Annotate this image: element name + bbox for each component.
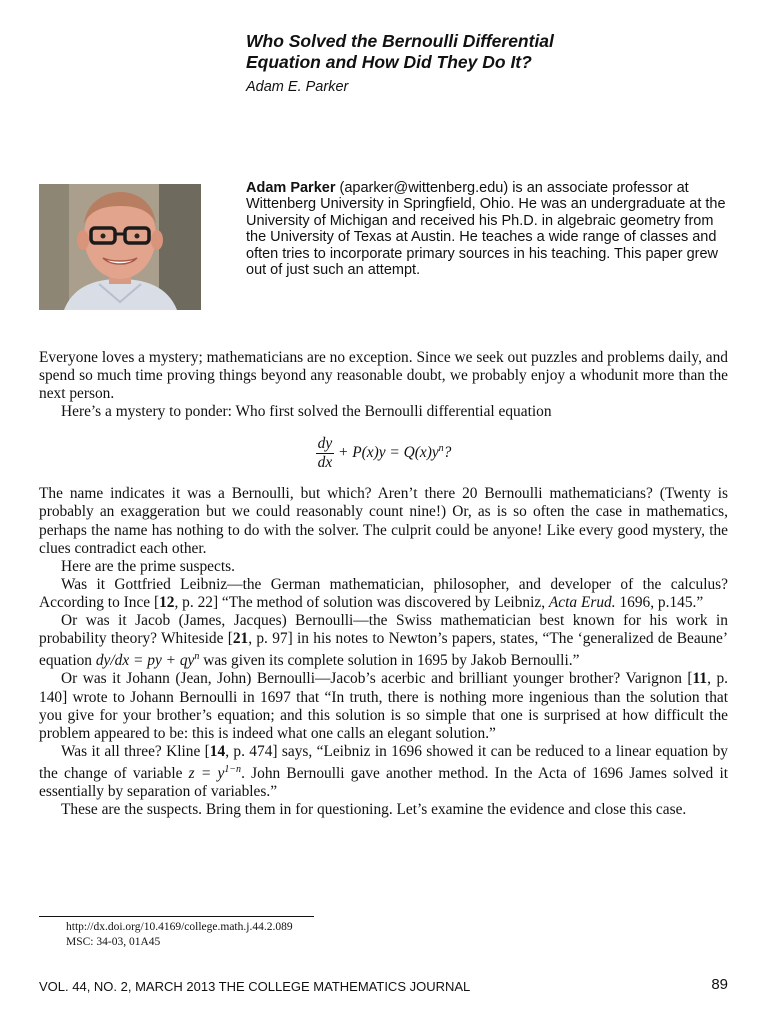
footnotes [66, 920, 293, 949]
equation-end: ? [443, 444, 452, 462]
p8-inline-equation: z = y [188, 765, 225, 783]
footnote-doi[interactable]: http://dx.doi.org/10.4169/college.math.j.44.2.089 [66, 921, 293, 933]
page-footer [39, 976, 728, 994]
bio-name: Adam Parker [246, 180, 336, 196]
p6-inline-equation: dy/dx = py + qy [95, 652, 195, 670]
p8-exponent: 1−n [224, 763, 242, 775]
p8-text-c: . John Bernoulli gave another method. In the Acta of 1696 James solved it essentially by separation of variables.” [39, 765, 728, 801]
paragraph-4: Here are the prime suspects. [61, 557, 235, 575]
paragraph-9: These are the suspects. Bring them in for questioning. Let’s examine the evidence and close this case. [61, 801, 687, 819]
paragraph-6 [39, 612, 728, 670]
p5-text-a: Was it Gottfried Leibniz—the German mathematician, philosopher, and developer of the calculus? According to Ince [ [39, 575, 728, 611]
paragraph-7 [39, 670, 728, 742]
paragraph-2: Here’s a mystery to ponder: Who first solved the Bernoulli differential equation [61, 403, 552, 421]
citation-ref-12: 12 [159, 593, 175, 611]
citation-ref-14: 14 [209, 742, 226, 760]
equation-denominator: dx [317, 454, 333, 472]
p7-text-b: , p. 140] wrote to Johann Bernoulli in 1697 that “In truth, there is nothing more ingenious than the solution that you give for your brother’s equation; and this solution is so simple that one is surprised at how difficult the problem appeared to be: this is indeed what one calls an elegant solution.” [39, 670, 728, 742]
equation-numerator: dy [317, 435, 333, 453]
paragraph-5 [39, 576, 728, 612]
p6-text-c: was given its complete solution in 1695 by Jakob Bernoulli.” [199, 652, 580, 670]
title-line-1: Who Solved the Bernoulli Differential [246, 31, 554, 51]
article-body [39, 349, 728, 819]
paragraph-8 [39, 743, 728, 801]
p5-journal: Acta Erud. [548, 593, 616, 611]
p6-exponent: n [194, 651, 200, 663]
article-title [246, 31, 726, 73]
p7-text-a: Or was it Johann (Jean, John) Bernoulli—Jacob’s acerbic and brilliant younger brother? Varignon [ [61, 670, 693, 688]
title-line-2: Equation and How Did They Do It? [246, 52, 532, 72]
p6-text-b: , p. 97] in his notes to Newton’s papers, states, “The ‘generalized de Beaune’ equation [39, 630, 729, 670]
p5-text-c: 1696, p.145.” [615, 593, 704, 611]
p8-text-a: Was it all three? Kline [ [61, 742, 210, 760]
equation-body: + P(x)y = Q(x)y [334, 444, 439, 462]
citation-ref-11: 11 [692, 670, 708, 688]
author-bio [246, 180, 726, 278]
p5-text-b: , p. 22] “The method of solution was discovered by Leibniz, [174, 593, 549, 611]
equation-exponent: n [438, 443, 444, 455]
footer-journal: VOL. 44, NO. 2, MARCH 2013 THE COLLEGE MATHEMATICS JOURNAL [39, 979, 471, 994]
bio-text: (aparker@wittenberg.edu) is an associate professor at Wittenberg University in Springfield, Ohio. He was an undergraduate at the University of Michigan and received his Ph.D. in algebraic geometry from the University of Texas at Austin. He teaches a wide range of classes and often tries to incorporate primary sources in his teaching. This paper grew out of just such an attempt. [246, 180, 726, 279]
paragraph-1: Everyone loves a mystery; mathematicians are no exception. Since we seek out puzzles and problems daily, and spend so much time proving things beyond any reasonable doubt, we probably enjoy a whodunit more than the next person. [39, 349, 728, 403]
footnote-divider [39, 916, 314, 917]
author-portrait-icon [39, 184, 201, 310]
p8-text-b: , p. 474] says, “Leibniz in 1696 showed it can be reduced to a linear equation by the change of variable [39, 742, 728, 783]
author-photo [39, 184, 201, 310]
bernoulli-equation [39, 435, 728, 475]
p6-text-a: Or was it Jacob (James, Jacques) Bernoulli—the Swiss mathematician best known for his work in probability theory? Whiteside [ [39, 612, 728, 648]
equation-fraction [316, 435, 335, 472]
article-author: Adam E. Parker [246, 79, 349, 95]
citation-ref-21: 21 [232, 630, 249, 648]
page-number: 89 [711, 976, 728, 993]
footnote-msc: MSC: 34-03, 01A45 [66, 935, 161, 948]
paragraph-3: The name indicates it was a Bernoulli, but which? Aren’t there 20 Bernoulli mathematicians? (Twenty is probably an exaggeration but we could reasonably count nine!) Or, as is so often the case in mathematics, perhaps the name has nothing to do with the solver. The culprit could be anyone! Like every good mystery, the clues contradict each other. [39, 485, 728, 557]
